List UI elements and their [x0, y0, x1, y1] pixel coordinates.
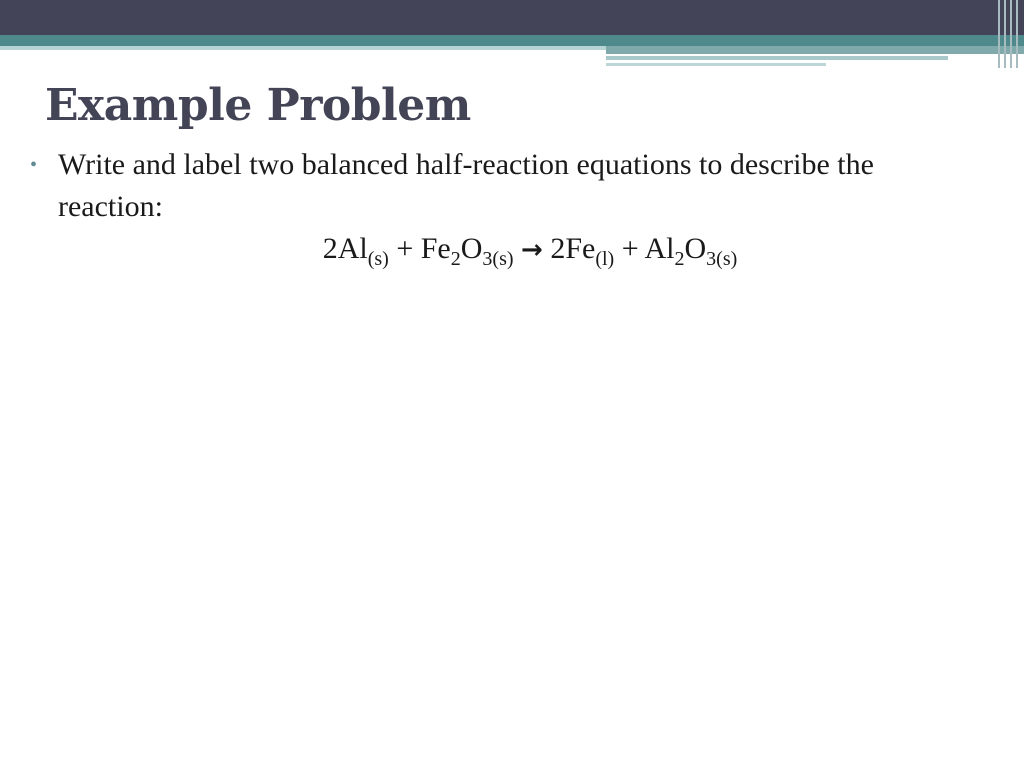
- slide-title: Example Problem: [45, 80, 471, 131]
- reactant-al-coef: 2: [322, 232, 338, 265]
- product-al-symbol: Al: [644, 232, 675, 265]
- header-right-stripe-2: [606, 56, 948, 60]
- product-o-symbol: O: [684, 232, 707, 265]
- reactant-fe-subscript: 2: [450, 248, 461, 270]
- slide-body: [30, 144, 930, 228]
- product-fe-symbol: Fe: [565, 232, 596, 265]
- bullet-text: Write and label two balanced half-reaction equations to describe the reaction:: [58, 148, 874, 223]
- reactant-fe-symbol: Fe: [420, 232, 451, 265]
- reactant-o-symbol: O: [460, 232, 483, 265]
- header-vertical-lines: [994, 0, 1024, 68]
- reactant-al-symbol: Al: [337, 232, 368, 265]
- product-fe-state: (l): [595, 248, 615, 270]
- header-teal-bar: [0, 35, 1024, 46]
- reactant-al-state: (s): [367, 248, 389, 270]
- header-right-stripe-3: [606, 63, 826, 66]
- header-dark-bar: [0, 0, 1024, 35]
- reactant-o-subscript: 3(s): [482, 248, 514, 270]
- product-o-subscript: 3(s): [706, 248, 738, 270]
- bullet-dot-icon: •: [30, 154, 38, 176]
- chemical-equation: [0, 232, 1024, 270]
- bullet-item: [30, 144, 930, 228]
- plus-sign-2: +: [621, 232, 639, 265]
- reaction-arrow-icon: →: [521, 235, 543, 265]
- product-al-subscript: 2: [674, 248, 685, 270]
- product-fe-coef: 2: [550, 232, 566, 265]
- plus-sign-1: +: [396, 232, 414, 265]
- header-light-bar: [0, 46, 606, 50]
- header-right-stripe-1: [606, 46, 1024, 54]
